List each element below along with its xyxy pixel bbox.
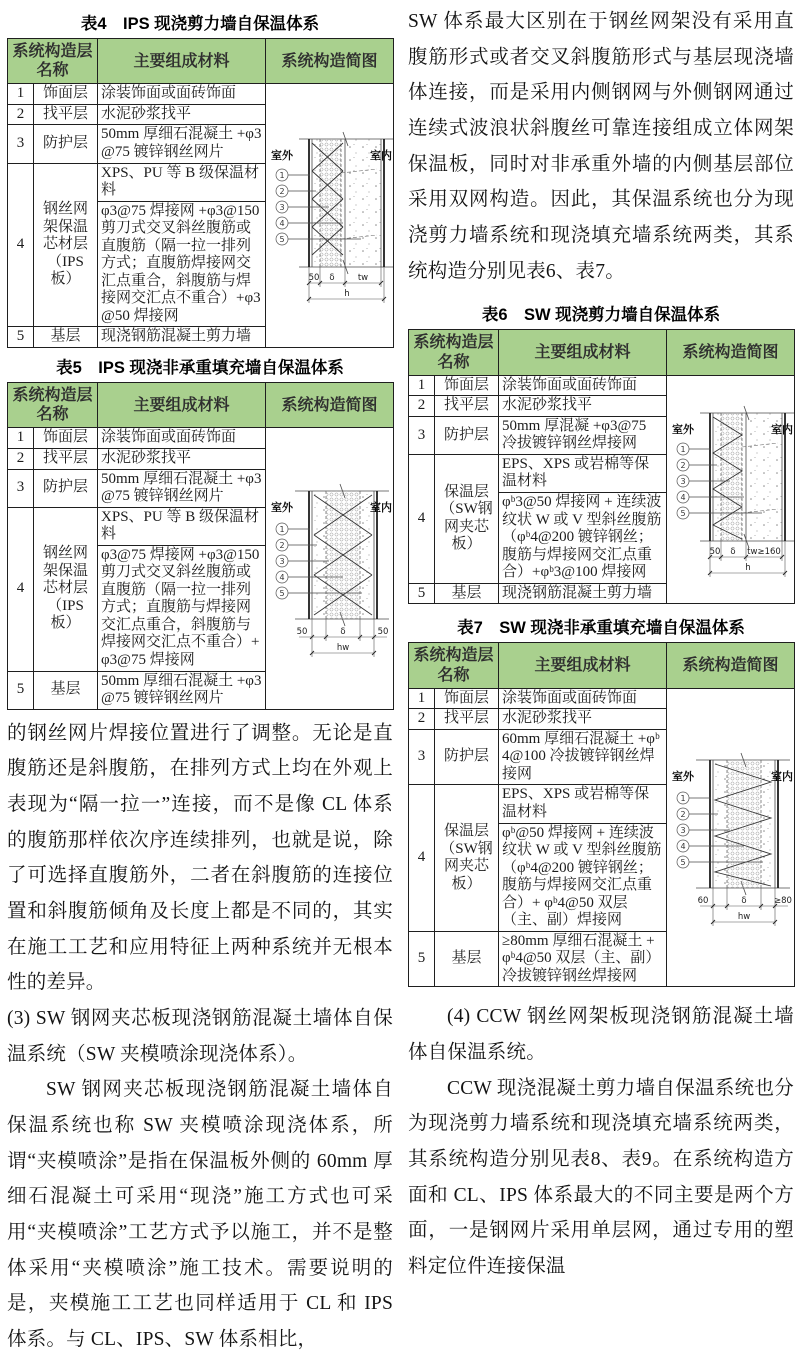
table7-diagram-cell bbox=[667, 688, 795, 987]
layer-material: 水泥砂浆找平 bbox=[499, 709, 667, 730]
label-outside: 室外 bbox=[672, 423, 695, 436]
table4-diagram-cell bbox=[266, 84, 394, 348]
callout-5: 5 bbox=[279, 234, 285, 244]
row-number: 3 bbox=[8, 469, 34, 507]
callout-3: 3 bbox=[680, 825, 686, 835]
label-inside: 室内 bbox=[771, 423, 794, 436]
row-number: 2 bbox=[8, 104, 34, 125]
layer-name: 基层 bbox=[34, 671, 98, 709]
table6-diagram-cell bbox=[667, 375, 795, 604]
row-number: 3 bbox=[409, 416, 435, 454]
table5-header-material: 主要组成材料 bbox=[98, 383, 266, 428]
callout-1: 1 bbox=[680, 444, 686, 454]
layer-name: 找平层 bbox=[34, 104, 98, 125]
table5-header-diagram: 系统构造简图 bbox=[266, 383, 394, 428]
paragraph: SW 体系最大区别在于钢丝网架没有采用直腹筋形式或者交叉斜腹筋形式与基层现浇墙体连接，而是采用内侧钢网与外侧钢网通过连续式波浪状斜腹丝可靠连接组成立体网架保温板，同时对非承重外墙的内侧基层部位采用双网构造。因此，其保温系统也分为现浇剪力墙系统和现浇填充墙系统两类，其系统构造分别见表6、表7。 bbox=[408, 11, 794, 282]
layer-name: 保温层（SW钢网夹芯板） bbox=[435, 785, 499, 931]
layer-name: 钢丝网架保温芯材层（IPS板） bbox=[34, 507, 98, 671]
layer-name: 找平层 bbox=[435, 396, 499, 417]
layer-material: 涂装饰面或面砖饰面 bbox=[499, 375, 667, 396]
dim-h: h bbox=[344, 288, 350, 299]
layer-material: φᵇ3@50 焊接网 + 连续波纹状 W 或 V 型斜丝腹筋（φᵇ4@200 镀锌钢丝；腹筋与焊接网交汇点重合）+φᵇ3@100 焊接网 bbox=[499, 493, 667, 584]
row-number: 2 bbox=[409, 396, 435, 417]
table7-header-diagram: 系统构造简图 bbox=[667, 643, 795, 688]
layer-name: 防护层 bbox=[34, 469, 98, 507]
row-number: 2 bbox=[409, 709, 435, 730]
layer-material: 水泥砂浆找平 bbox=[499, 396, 667, 417]
callout-5: 5 bbox=[279, 588, 285, 598]
row-number: 3 bbox=[409, 729, 435, 785]
left-column bbox=[7, 4, 393, 1358]
right-body-text-bottom bbox=[408, 999, 794, 1284]
table6-header-layer-name: 系统构造层名称 bbox=[409, 330, 499, 375]
dim-tw160: tw≥160 bbox=[747, 546, 781, 557]
wall-section-diagram-infill-x bbox=[269, 467, 395, 671]
dim-right: ≥80 bbox=[774, 895, 792, 906]
dim-delta: δ bbox=[340, 626, 346, 637]
label-inside: 室内 bbox=[771, 770, 794, 783]
layer-name: 防护层 bbox=[34, 125, 98, 163]
wall-section-diagram-shear-x bbox=[269, 117, 395, 315]
layer-material: ≥80mm 厚细石混凝土 +φᵇ4@50 双层（主、副）冷拔镀锌钢丝焊接网 bbox=[499, 931, 667, 987]
label-outside: 室外 bbox=[271, 149, 294, 162]
callout-5: 5 bbox=[680, 857, 686, 867]
table-row bbox=[8, 428, 394, 449]
layer-name: 基层 bbox=[435, 583, 499, 604]
row-number: 4 bbox=[8, 507, 34, 671]
layer-material: 水泥砂浆找平 bbox=[98, 104, 266, 125]
layer-name: 基层 bbox=[435, 931, 499, 987]
layer-material: 现浇钢筋混凝土剪力墙 bbox=[499, 583, 667, 604]
layer-name: 饰面层 bbox=[34, 84, 98, 105]
layer-name: 钢丝网架保温芯材层（IPS板） bbox=[34, 163, 98, 327]
dim-left: 60 bbox=[697, 895, 709, 906]
dim-delta: δ bbox=[741, 895, 747, 906]
wall-section-diagram-infill-zigzag bbox=[670, 736, 796, 940]
dim-delta: δ bbox=[329, 272, 335, 283]
table4-header-material: 主要组成材料 bbox=[98, 39, 266, 84]
table-row bbox=[8, 84, 394, 105]
paragraph: 的钢丝网片焊接位置进行了调整。无论是直腹筋还是斜腹筋，在排列方式上均在外观上表现为“隔一拉一”连接，而不是像 CL 体系的腹筋那样依次序连续排列，也就是说，除了可选择直腹筋外，二者在斜腹筋的连接位置和斜腹筋倾角及长度上都是不同的，其实在施工工艺和应用特征上两种系统并无根本性的差异。 bbox=[7, 722, 393, 994]
table7-header-material: 主要组成材料 bbox=[499, 643, 667, 688]
right-column bbox=[408, 4, 794, 1358]
table6-header-diagram: 系统构造简图 bbox=[667, 330, 795, 375]
layer-material: EPS、XPS 或岩棉等保温材料 bbox=[499, 785, 667, 823]
layer-material: φ3@75 焊接网 +φ3@150 剪刀式交叉斜丝腹筋或直腹筋（隔一拉一排列方式；直腹筋焊接网交汇点重合，斜腹筋与焊接网交汇点不重合）+φ3@50 焊接网 bbox=[98, 201, 266, 327]
layer-name: 防护层 bbox=[435, 416, 499, 454]
layer-material: XPS、PU 等 B 级保温材料 bbox=[98, 163, 266, 201]
dim-tw: tw bbox=[357, 272, 369, 283]
label-outside: 室外 bbox=[672, 770, 695, 783]
table5-diagram-cell bbox=[266, 428, 394, 709]
callout-1: 1 bbox=[279, 170, 285, 180]
layer-material: 50mm 厚混凝 +φ3@75 冷拔镀锌钢丝焊接网 bbox=[499, 416, 667, 454]
layer-material: 涂装饰面或面砖饰面 bbox=[98, 84, 266, 105]
table4-title: 表4 IPS 现浇剪力墙自保温体系 bbox=[80, 15, 320, 33]
callout-1: 1 bbox=[680, 793, 686, 803]
row-number: 1 bbox=[409, 375, 435, 396]
layer-material: φ3@75 焊接网 +φ3@150 剪刀式交叉斜丝腹筋或直腹筋（隔一拉一排列方式；直腹筋与焊接网交汇点重合，斜腹筋与焊接网交汇点不重合）+φ3@75 焊接网 bbox=[98, 545, 266, 671]
layer-name: 防护层 bbox=[435, 729, 499, 785]
layer-name: 找平层 bbox=[435, 709, 499, 730]
wall-section-diagram-shear-zigzag bbox=[670, 391, 796, 589]
layer-material: φᵇ@50 焊接网 + 连续波纹状 W 或 V 型斜丝腹筋（φᵇ4@200 镀锌钢丝；腹筋与焊接网交汇点重合）+ φᵇ4@50 双层（主、副）焊接网 bbox=[499, 823, 667, 931]
layer-material: 现浇钢筋混凝土剪力墙 bbox=[98, 327, 266, 348]
layer-material: XPS、PU 等 B 级保温材料 bbox=[98, 507, 266, 545]
table4-header-diagram: 系统构造简图 bbox=[266, 39, 394, 84]
callout-3: 3 bbox=[680, 476, 686, 486]
row-number: 3 bbox=[8, 125, 34, 163]
callout-3: 3 bbox=[279, 202, 285, 212]
dim-delta: δ bbox=[730, 546, 736, 557]
table5-ips-infill-wall bbox=[7, 382, 394, 710]
layer-name: 找平层 bbox=[34, 448, 98, 469]
row-number: 1 bbox=[8, 84, 34, 105]
layer-name: 饰面层 bbox=[34, 428, 98, 449]
table5-header-layer-name: 系统构造层名称 bbox=[8, 383, 98, 428]
row-number: 2 bbox=[8, 448, 34, 469]
paragraph: (4) CCW 钢丝网架板现浇钢筋混凝土墙体自保温系统。 bbox=[408, 1006, 794, 1064]
dim-hw: hw bbox=[737, 911, 751, 922]
layer-material: 涂装饰面或面砖饰面 bbox=[499, 688, 667, 709]
paragraph: CCW 现浇混凝土剪力墙自保温系统也分为现浇剪力墙系统和现浇填充墙系统两类，其系统构造分别见表8、表9。在系统构造方面和 CL、IPS 体系最大的不同主要是两个方面，一是钢网片采用单层网，通过专用的塑料定位件连接保温 bbox=[408, 1077, 794, 1278]
row-number: 1 bbox=[409, 688, 435, 709]
callout-2: 2 bbox=[680, 460, 686, 470]
row-number: 5 bbox=[8, 327, 34, 348]
callout-4: 4 bbox=[680, 841, 686, 851]
callout-4: 4 bbox=[680, 492, 686, 502]
row-number: 4 bbox=[409, 454, 435, 583]
dim-50: 50 bbox=[709, 546, 721, 557]
dim-left: 50 bbox=[296, 626, 308, 637]
layer-material: 60mm 厚细石混凝土 +φᵇ4@100 冷拔镀锌钢丝焊接网 bbox=[499, 729, 667, 785]
callout-2: 2 bbox=[680, 809, 686, 819]
table6-title: 表6 SW 现浇剪力墙自保温体系 bbox=[481, 306, 721, 325]
table7-title: 表7 SW 现浇非承重填充墙自保温体系 bbox=[457, 619, 745, 638]
layer-material: EPS、XPS 或岩棉等保温材料 bbox=[499, 454, 667, 492]
table6-sw-shear-wall bbox=[408, 329, 795, 604]
callout-4: 4 bbox=[279, 572, 285, 582]
table4-header-layer-name: 系统构造层名称 bbox=[8, 39, 98, 84]
layer-name: 基层 bbox=[34, 327, 98, 348]
callout-1: 1 bbox=[279, 524, 285, 534]
row-number: 4 bbox=[8, 163, 34, 327]
label-inside: 室内 bbox=[370, 149, 393, 162]
dim-hw: hw bbox=[336, 642, 350, 653]
label-inside: 室内 bbox=[370, 501, 393, 514]
layer-material: 水泥砂浆找平 bbox=[98, 448, 266, 469]
row-number: 1 bbox=[8, 428, 34, 449]
table-row bbox=[409, 688, 795, 709]
layer-material: 涂装饰面或面砖饰面 bbox=[98, 428, 266, 449]
table6-header-material: 主要组成材料 bbox=[499, 330, 667, 375]
layer-name: 饰面层 bbox=[435, 688, 499, 709]
callout-4: 4 bbox=[279, 218, 285, 228]
table-row bbox=[409, 375, 795, 396]
dim-50: 50 bbox=[308, 272, 320, 283]
table5-title: 表5 IPS 现浇非承重填充墙自保温体系 bbox=[56, 359, 344, 378]
layer-material: 50mm 厚细石混凝土 +φ3@75 镀锌钢丝网片 bbox=[98, 469, 266, 507]
callout-2: 2 bbox=[279, 540, 285, 550]
table7-header-layer-name: 系统构造层名称 bbox=[409, 643, 499, 688]
layer-name: 保温层（SW钢网夹芯板） bbox=[435, 454, 499, 583]
left-body-text bbox=[7, 716, 393, 1358]
paragraph: SW 钢网夹芯板现浇钢筋混凝土墙体自保温系统也称 SW 夹模喷涂现浇体系，所谓“夹模喷涂”是指在保温板外侧的 60mm 厚细石混凝土可采用“现浇”施工方式也可采用“夹模喷涂”工艺方式予以施工，并不是整体采用“夹模喷涂”施工技术。需要说明的是，夹模施工工艺也同样适用于 CL 和 IPS 体系。与 CL、IPS、SW 体系相比， bbox=[7, 1079, 393, 1351]
right-body-text-top bbox=[408, 4, 794, 289]
row-number: 5 bbox=[409, 583, 435, 604]
callout-5: 5 bbox=[680, 508, 686, 518]
row-number: 4 bbox=[409, 785, 435, 931]
layer-name: 饰面层 bbox=[435, 375, 499, 396]
layer-material: 50mm 厚细石混凝土 +φ3@75 镀锌钢丝网片 bbox=[98, 671, 266, 709]
row-number: 5 bbox=[8, 671, 34, 709]
dim-right: 50 bbox=[377, 626, 389, 637]
table7-sw-infill-wall bbox=[408, 642, 795, 987]
paragraph: (3) SW 钢网夹芯板现浇钢筋混凝土墙体自保温系统（SW 夹模喷涂现浇体系）。 bbox=[7, 1007, 393, 1065]
table4-ips-shear-wall bbox=[7, 38, 394, 348]
layer-material: 50mm 厚细石混凝土 +φ3@75 镀锌钢丝网片 bbox=[98, 125, 266, 163]
callout-2: 2 bbox=[279, 186, 285, 196]
dim-h: h bbox=[745, 562, 751, 573]
row-number: 5 bbox=[409, 931, 435, 987]
callout-3: 3 bbox=[279, 556, 285, 566]
label-outside: 室外 bbox=[271, 501, 294, 514]
